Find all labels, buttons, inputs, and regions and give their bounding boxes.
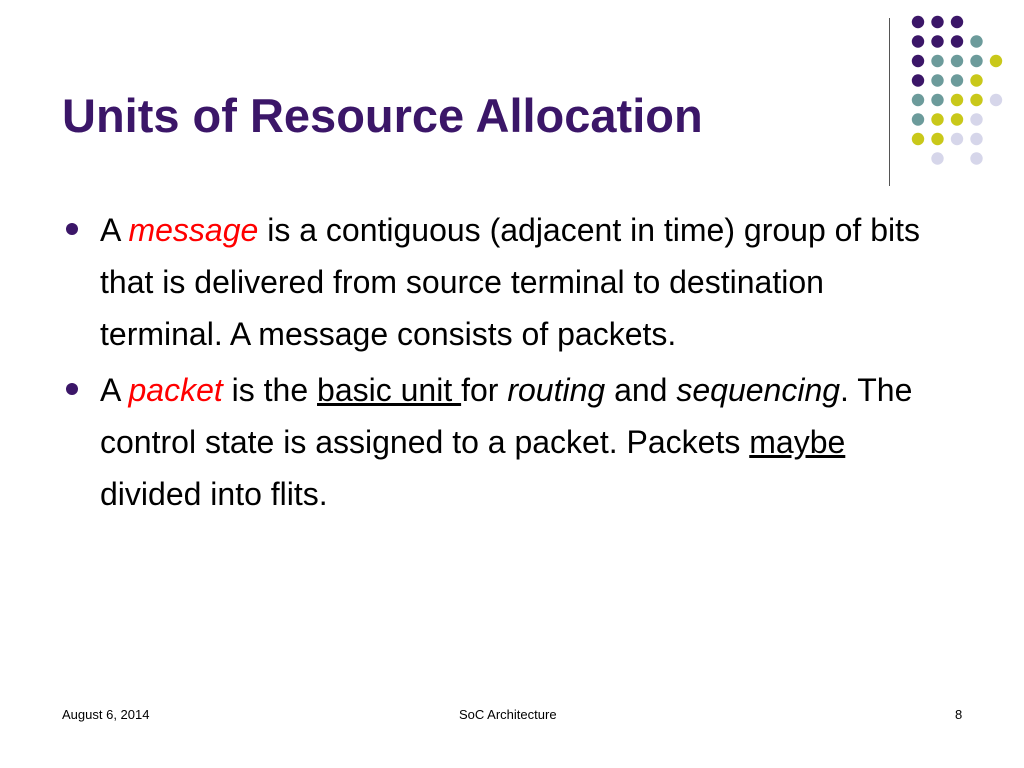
- decorative-dot: [970, 35, 982, 47]
- decorative-dot: [912, 94, 924, 106]
- decorative-dot: [912, 74, 924, 86]
- bullet-segment: for: [461, 372, 508, 408]
- title-divider-line: [889, 18, 890, 186]
- underlined-basic-unit: basic unit: [317, 372, 462, 408]
- decorative-dot: [912, 55, 924, 67]
- bullet-segment: A: [100, 212, 129, 248]
- decorative-dot: [970, 152, 982, 164]
- decorative-dot: [970, 94, 982, 106]
- decorative-dot: [912, 16, 924, 28]
- decorative-dot: [951, 16, 963, 28]
- bullet-segment: is a contiguous (adjacent in time) group of bits that is delivered from source terminal to destination terminal. A message consists of packets.: [100, 212, 920, 352]
- decorative-dot: [931, 133, 943, 145]
- decorative-dot: [990, 55, 1002, 67]
- footer-course: SoC Architecture: [459, 707, 557, 722]
- term-packet: packet: [128, 372, 223, 408]
- term-routing: routing: [507, 372, 606, 408]
- bullet-segment: . The control state is assigned to a packet. Packets: [100, 372, 913, 460]
- slide-title: Units of Resource Allocation: [62, 89, 703, 142]
- decorative-dot: [990, 94, 1002, 106]
- footer-page-number: 8: [955, 707, 963, 722]
- decorative-dot: [931, 94, 943, 106]
- bullet-segment: and: [605, 372, 677, 408]
- decorative-dot: [951, 94, 963, 106]
- bullet-segment: divided into flits.: [100, 476, 328, 512]
- underlined-maybe: maybe: [749, 424, 846, 460]
- bullet-packet: [62, 364, 962, 520]
- bullet-message: [62, 204, 962, 360]
- decorative-dot: [931, 16, 943, 28]
- decorative-dot: [970, 113, 982, 125]
- decorative-dot: [931, 152, 943, 164]
- term-message: message: [128, 212, 259, 248]
- bullet-text: [100, 364, 950, 520]
- decorative-dot: [912, 35, 924, 47]
- decorative-dot: [970, 133, 982, 145]
- bullet-segment: is the: [222, 372, 318, 408]
- decorative-dot: [931, 55, 943, 67]
- decorative-dot: [931, 113, 943, 125]
- slide-body: [62, 204, 962, 524]
- decorative-dot: [951, 35, 963, 47]
- bullet-segment: A: [100, 372, 129, 408]
- decorative-dot: [951, 74, 963, 86]
- decorative-dot: [931, 35, 943, 47]
- bullet-dot-icon: [66, 223, 78, 235]
- decorative-dot: [951, 133, 963, 145]
- decorative-dot: [951, 55, 963, 67]
- footer-date: August 6, 2014: [62, 707, 150, 722]
- bullet-text: [100, 204, 950, 360]
- decorative-dot: [970, 55, 982, 67]
- bullet-dot-icon: [66, 383, 78, 395]
- decorative-dot: [951, 113, 963, 125]
- term-sequencing: sequencing: [676, 372, 841, 408]
- decorative-dot: [931, 74, 943, 86]
- decorative-dot: [970, 74, 982, 86]
- decorative-dot: [912, 113, 924, 125]
- decorative-dot: [912, 133, 924, 145]
